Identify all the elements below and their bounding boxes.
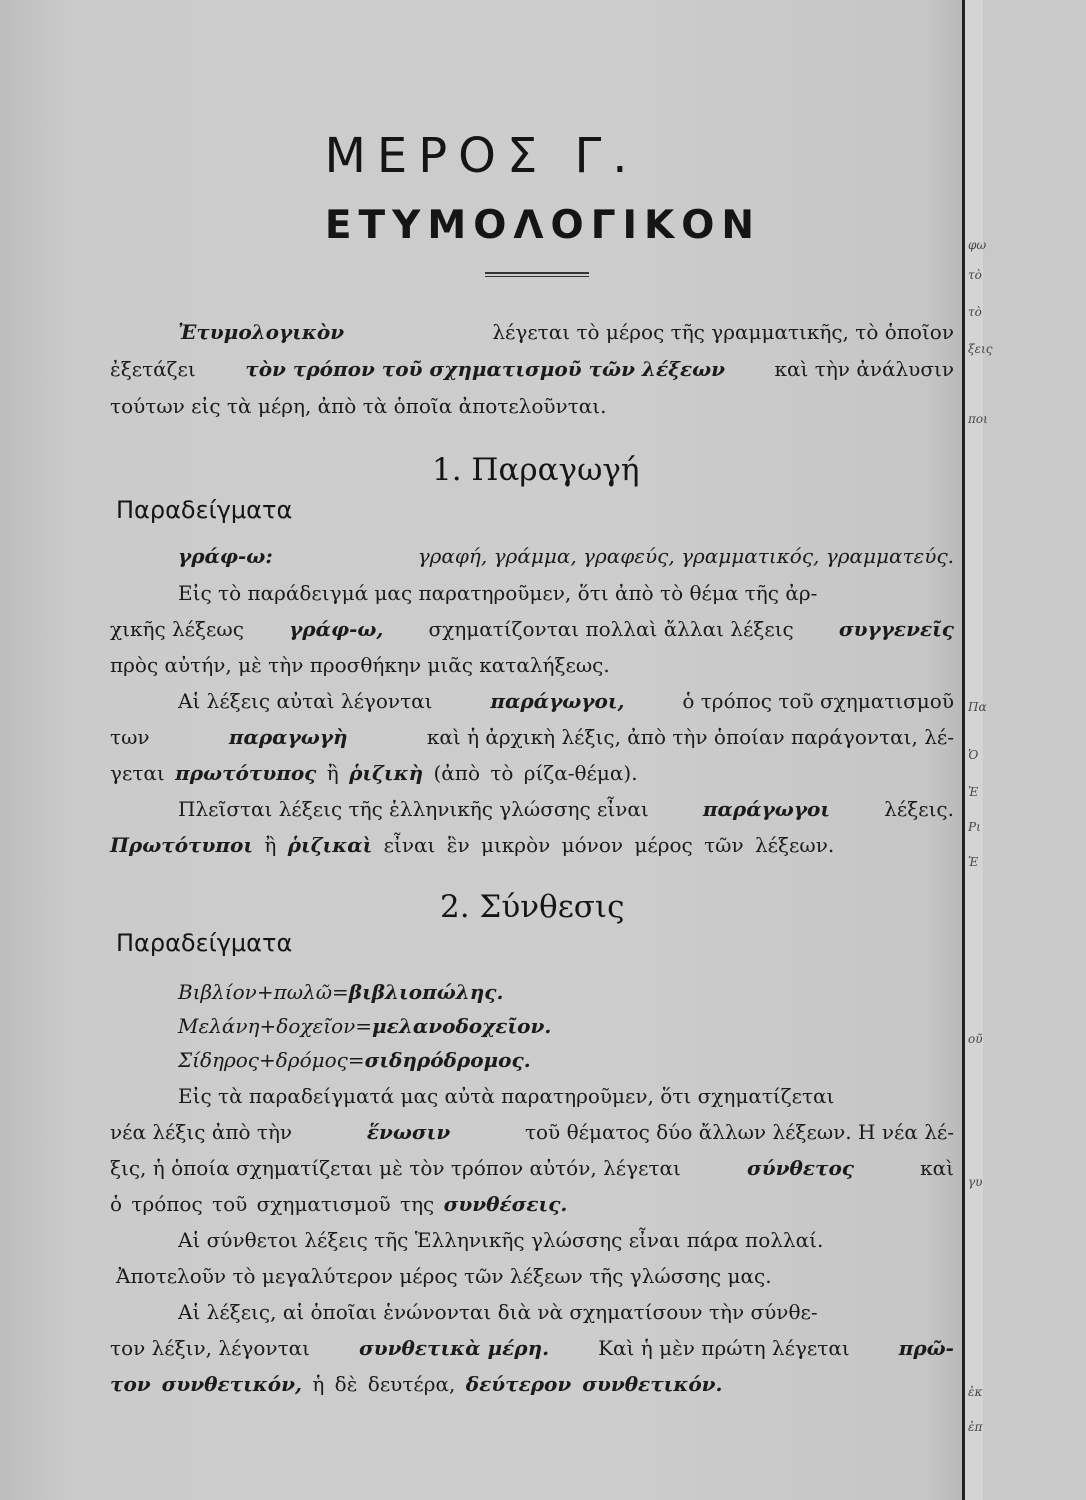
intro-line-1: [178, 318, 954, 346]
text: νέα λέξις ἀπὸ τὴν: [110, 1120, 293, 1144]
text: λέξεις.: [884, 797, 954, 821]
text: γεται: [110, 761, 165, 785]
emphasis-text: συγγενεῖς: [838, 617, 954, 641]
edge-fragment: γυ: [968, 1175, 983, 1189]
s2-p3-line-3: [110, 1370, 723, 1398]
intro-line-2: [110, 355, 954, 383]
root-word: γράφ-ω:: [178, 544, 273, 568]
emphasis-text: τον συνθετικόν,: [110, 1372, 302, 1396]
emphasis-text: παράγωγοι: [702, 797, 831, 821]
emphasis-text: τὸν τρόπον τοῦ σχηματισμοῦ τῶν λέξεων: [245, 357, 726, 381]
text: καὶ ἡ ἀρχικὴ λέξις, ἀπὸ τὴν ὁποίαν παράγονται, λέ-: [426, 725, 954, 749]
emphasis-text: ῥιζικαὶ: [287, 833, 373, 857]
chapter-title: ΕΤΥΜΟΛΟΓΙΚΟΝ: [324, 203, 762, 248]
s2-p1-line-3: [110, 1154, 954, 1182]
s1-p1-line-3: πρὸς αὐτήν, μὲ τὴν προσθήκην μιᾶς καταλήξεως.: [110, 653, 610, 677]
edge-fragment: ἐπ: [968, 1420, 983, 1434]
part-title: ΜΕΡΟΣ Γ.: [324, 128, 639, 184]
section-heading-paragogi: 1. Παραγωγή: [432, 452, 640, 488]
intro-text: καὶ τὴν ἀνάλυσιν: [774, 357, 954, 381]
text: (ἀπὸ τὸ ρίζα-θέμα).: [433, 761, 638, 785]
intro-line-3: τούτων εἰς τὰ μέρη, ἀπὸ τὰ ὁποῖα ἀποτελοῦνται.: [110, 394, 607, 418]
compound-example-3: [178, 1046, 531, 1074]
emphasis-text: ἕνωσιν: [366, 1120, 451, 1144]
text: Καὶ ἡ μὲν πρώτη λέγεται: [598, 1336, 850, 1360]
section-heading-synthesis: 2. Σύνθεσις: [440, 889, 625, 925]
text: ὁ τρόπος τοῦ σχηματισμοῦ: [682, 689, 954, 713]
edge-fragment: Ὁ: [968, 748, 979, 762]
text: ἢ: [326, 761, 339, 785]
examples-label: Παραδείγματα: [116, 929, 293, 957]
derived-words: γραφή, γράμμα, γραφεύς, γραμματικός, γραμματεύς.: [417, 544, 954, 568]
text: ἢ: [264, 833, 277, 857]
text: ξις, ἡ ὁποία σχηματίζεται μὲ τὸν τρόπον αὐτόν, λέγεται: [110, 1156, 681, 1180]
text: Πλεῖσται λέξεις τῆς ἑλληνικῆς γλώσσης εἶναι: [178, 797, 649, 821]
compound-parts: Σίδηρος+δρόμος=: [178, 1048, 365, 1072]
emphasis-text: πρωτότυπος: [175, 761, 317, 785]
emphasis-text: πρῶ-: [898, 1336, 954, 1360]
s1-p2-line-1: [178, 687, 954, 715]
text: χικῆς λέξεως: [110, 617, 244, 641]
compound-example-1: [178, 978, 503, 1006]
s2-p2-line-2: Ἀποτελοῦν τὸ μεγαλύτερον μέρος τῶν λέξεων τῆς γλώσσης μας.: [116, 1264, 772, 1288]
compound-parts: Βιβλίον+πωλῶ=: [178, 980, 349, 1004]
emphasis-text: παράγωγοι,: [490, 689, 625, 713]
compound-word: μελανοδοχεῖον.: [372, 1014, 552, 1038]
title-divider: [485, 272, 589, 277]
text: τοῦ θέματος δύο ἄλλων λέξεων. Η νέα λέ-: [524, 1120, 954, 1144]
edge-fragment: τὸ: [968, 305, 982, 319]
s2-p1-line-2: [110, 1118, 954, 1146]
edge-fragment: τὸ: [968, 268, 982, 282]
emphasis-text: δεύτερον συνθετικόν.: [465, 1372, 723, 1396]
edge-fragment: Ἐ: [968, 785, 979, 799]
edge-fragment: Ἐ: [968, 855, 979, 869]
edge-fragment: οῦ: [968, 1032, 983, 1046]
s2-p3-line-1: Αἱ λέξεις, αἱ ὁποῖαι ἑνώνονται διὰ νὰ σχηματίσουν τὴν σύνθε-: [178, 1300, 818, 1324]
s1-p3-line-2: [110, 831, 834, 859]
compound-word: σιδηρόδρομος.: [364, 1048, 531, 1072]
emphasis-text: παραγωγὴ: [228, 725, 348, 749]
s1-p1-line-2: [110, 615, 954, 643]
s2-p3-line-2: [110, 1334, 954, 1362]
text: Αἱ λέξεις αὐταὶ λέγονται: [178, 689, 433, 713]
intro-text: ἐξετάζει: [110, 357, 196, 381]
compound-parts: Μελάνη+δοχεῖον=: [178, 1014, 373, 1038]
edge-fragment: φω: [968, 238, 987, 252]
edge-fragment: ποι: [968, 412, 988, 426]
edge-fragment: Ρι: [968, 820, 981, 834]
s1-p1-line-1: Εἰς τὸ παράδειγμά μας παρατηροῦμεν, ὅτι ἀπὸ τὸ θέμα τῆς ἀρ-: [178, 581, 818, 605]
s2-p2-line-1: Αἱ σύνθετοι λέξεις τῆς Ἑλληνικῆς γλώσσης εἶναι πάρα πολλαί.: [178, 1228, 824, 1252]
example-grafo-line: [178, 542, 954, 570]
compound-example-2: [178, 1012, 551, 1040]
text: ἡ δὲ δευτέρα,: [312, 1372, 456, 1396]
emphasis-text: γράφ-ω,: [289, 617, 384, 641]
compound-word: βιβλιοπώλης.: [348, 980, 504, 1004]
edge-fragment: ἐκ: [968, 1385, 983, 1399]
text: ὁ τρόπος τοῦ σχηματισμοῦ της: [110, 1192, 435, 1216]
text: τον λέξιν, λέγονται: [110, 1336, 310, 1360]
s1-p2-line-3: [110, 759, 638, 787]
emphasis-text: συνθέσεις.: [443, 1192, 568, 1216]
s2-p1-line-4: [110, 1190, 567, 1218]
intro-text: λέγεται τὸ μέρος τῆς γραμματικῆς, τὸ ὁποῖον: [492, 320, 954, 344]
text: καὶ: [920, 1156, 954, 1180]
emphasis-text: συνθετικὰ μέρη.: [359, 1336, 550, 1360]
adjacent-page-edge: [962, 0, 993, 1500]
emphasis-text: Πρωτότυποι: [110, 833, 254, 857]
edge-fragment: ξεις: [968, 342, 993, 356]
edge-fragment: Πα: [968, 700, 987, 714]
examples-label: Παραδείγματα: [116, 496, 293, 524]
s1-p3-line-1: [178, 795, 954, 823]
s2-p1-line-1: Εἰς τὰ παραδείγματά μας αὐτὰ παρατηροῦμεν, ὅτι σχηματίζεται: [178, 1084, 835, 1108]
text: των: [110, 725, 150, 749]
term-etymologikon: Ἐτυμολογικὸν: [178, 320, 345, 344]
text: εἶναι ἓν μικρὸν μόνον μέρος τῶν λέξεων.: [383, 833, 835, 857]
emphasis-text: ῥιζικὴ: [349, 761, 424, 785]
text: σχηματίζονται πολλαὶ ἄλλαι λέξεις: [428, 617, 794, 641]
s1-p2-line-2: [110, 723, 954, 751]
emphasis-text: σύνθετος: [747, 1156, 854, 1180]
